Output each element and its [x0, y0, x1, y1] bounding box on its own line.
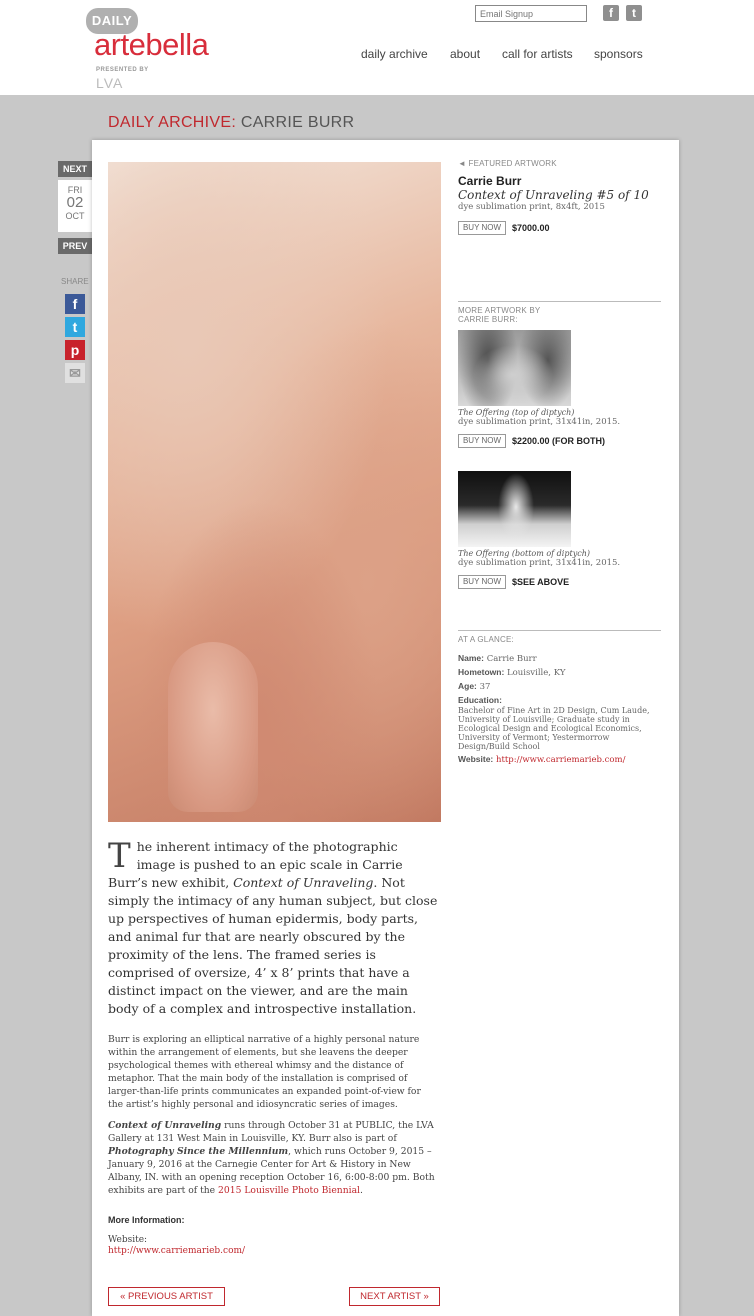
glance-hometown-key: Hometown: — [458, 667, 505, 677]
artwork-price: $2200.00 (FOR BOTH) — [512, 435, 606, 446]
lead-text-1: he inherent intimacy of the photographic image is pushed to an epic scale in Carrie Burr’s new exhibit, — [108, 839, 403, 890]
nav-about[interactable]: about — [450, 47, 481, 61]
at-a-glance-panel — [458, 635, 661, 765]
hero-thumb-detail — [168, 642, 258, 812]
glance-name-key: Name: — [458, 653, 484, 663]
logo-wordmark: artebella — [94, 27, 209, 62]
share-label: SHARE — [61, 277, 89, 286]
artwork-meta: dye sublimation print, 31x41in, 2015. — [458, 417, 621, 427]
glance-age-value: 37 — [479, 682, 491, 692]
logo-presented-by: PRESENTED BY — [96, 67, 149, 73]
article-paragraph-3 — [108, 1119, 438, 1197]
featured-artist-name: Carrie Burr — [458, 174, 522, 188]
glance-name — [458, 653, 661, 664]
article-paragraph-2: Burr is exploring an elliptical narrative of a highly personal nature within the arrangement of elements, but she leavens the deeper psychological themes with ethereal whimsy and the distance of metaphor. That the main body of the installation is comprised of larger-than-life prints communicates an expanded point-of-view for the artist’s highly personal and idiosyncratic series of images. — [108, 1034, 421, 1110]
featured-artwork-image — [108, 162, 441, 822]
at-a-glance-label: AT A GLANCE: — [458, 635, 514, 644]
glance-education — [458, 695, 661, 706]
para3-text-b: , which runs October 9, 2015 – January 9, 2016 at the Carnegie Center for Art & History in New Albany, IN. with an opening reception October 16, 6:00-8:00 pm. Both exhibits are part of the — [108, 1146, 435, 1196]
featured-price: $7000.00 — [512, 222, 550, 233]
date-badge — [58, 180, 92, 232]
facebook-icon[interactable]: f — [65, 294, 85, 314]
glance-website-link[interactable]: http://www.carriemarieb.com/ — [495, 755, 626, 765]
artwork-caption: The Offering (top of diptych) — [458, 408, 575, 417]
artwork-price: $SEE ABOVE — [512, 576, 570, 587]
glance-website-key: Website: — [458, 754, 494, 764]
sidebar-divider — [458, 630, 661, 631]
previous-artist-button[interactable]: « PREVIOUS ARTIST — [108, 1287, 225, 1306]
exhibit-title-2: Photography Since the Millennium — [108, 1146, 289, 1157]
site-header — [0, 0, 754, 95]
glance-education-value: Bachelor of Fine Art in 2D Design, Cum Laude, University of Louisville; Graduate study in Ecological Design and Ecological Economics, University of Vermont; Yestermorrow Design/Build School — [458, 706, 650, 751]
sidebar-divider — [458, 301, 661, 302]
more-artwork-panel — [458, 306, 661, 590]
featured-work-title: Context of Unraveling #5 of 10 — [458, 188, 649, 202]
artwork-thumbnail[interactable] — [458, 471, 571, 547]
more-artwork-label: MORE ARTWORK BY — [458, 306, 541, 315]
email-icon[interactable]: ✉ — [65, 363, 85, 383]
lead-text-2: . Not simply the intimacy of any human subject, but close up perspectives of human epidermis, body parts, and animal fur that are nearly obscured by the proximity of the lens. The framed series is comprised of oversize, 4’ x 8’ prints that have a distinct impact on the viewer, and are the main body of a complex and introspective installation. — [108, 875, 438, 1016]
artwork-meta: dye sublimation print, 31x41in, 2015. — [458, 558, 621, 568]
page-title-artist: CARRIE BURR — [240, 114, 355, 131]
twitter-icon[interactable]: t — [626, 5, 642, 21]
website-label: Website: — [108, 1235, 148, 1245]
glance-name-value: Carrie Burr — [486, 654, 537, 664]
exhibit-title-1: Context of Unraveling — [108, 1120, 222, 1131]
logo-lva: LVA — [96, 75, 124, 91]
nav-call-for-artists[interactable]: call for artists — [502, 47, 573, 61]
prev-day-button[interactable]: PREV — [58, 238, 92, 254]
para3-text-a: runs through October 31 at PUBLIC, the LVA Gallery at 131 West Main in Louisville, KY. Burr also is part of — [108, 1120, 434, 1144]
glance-hometown — [458, 667, 661, 678]
artist-website-link[interactable]: http://www.carriemarieb.com/ — [108, 1246, 246, 1256]
site-logo[interactable] — [84, 5, 244, 93]
email-signup-input[interactable] — [475, 5, 587, 22]
photo-biennial-link[interactable]: 2015 Louisville Photo Biennial — [218, 1185, 360, 1196]
page-title — [108, 114, 354, 132]
article-card — [92, 140, 679, 1316]
pinterest-icon[interactable]: p — [65, 340, 85, 360]
logo-daily-badge: DAILY — [86, 8, 138, 34]
buy-now-button[interactable]: BUY NOW — [458, 575, 506, 589]
glance-education-key: Education: — [458, 695, 502, 705]
twitter-icon[interactable]: t — [65, 317, 85, 337]
artwork-caption: The Offering (bottom of diptych) — [458, 549, 590, 558]
glance-age-key: Age: — [458, 681, 477, 691]
glance-hometown-value: Louisville, KY — [506, 668, 566, 678]
next-artist-button[interactable]: NEXT ARTIST » — [349, 1287, 440, 1306]
dropcap: T — [108, 836, 131, 876]
para3-end: . — [360, 1185, 363, 1196]
more-artwork-artist: CARRIE BURR: — [458, 315, 518, 324]
article-lead — [108, 838, 438, 1018]
featured-work-meta: dye sublimation print, 8x4ft, 2015 — [458, 202, 605, 212]
glance-website — [458, 754, 661, 765]
next-day-button[interactable]: NEXT — [58, 161, 92, 177]
date-month: OCT — [65, 211, 85, 221]
nav-daily-archive[interactable]: daily archive — [361, 47, 428, 61]
nav-sponsors[interactable]: sponsors — [594, 47, 643, 61]
featured-artwork-label: ◄ FEATURED ARTWORK — [458, 159, 557, 168]
date-day: 02 — [66, 194, 84, 211]
glance-age — [458, 681, 661, 692]
artwork-thumbnail[interactable] — [458, 330, 571, 406]
more-info-heading: More Information: — [108, 1215, 185, 1225]
facebook-icon[interactable]: f — [603, 5, 619, 21]
page-title-prefix: DAILY ARCHIVE: — [108, 114, 237, 131]
buy-now-button[interactable]: BUY NOW — [458, 221, 506, 235]
lead-exhibit-title: Context of Unraveling — [233, 875, 374, 890]
buy-now-button[interactable]: BUY NOW — [458, 434, 506, 448]
featured-artwork-panel — [458, 159, 661, 236]
date-day-of-week: FRI — [67, 185, 83, 195]
